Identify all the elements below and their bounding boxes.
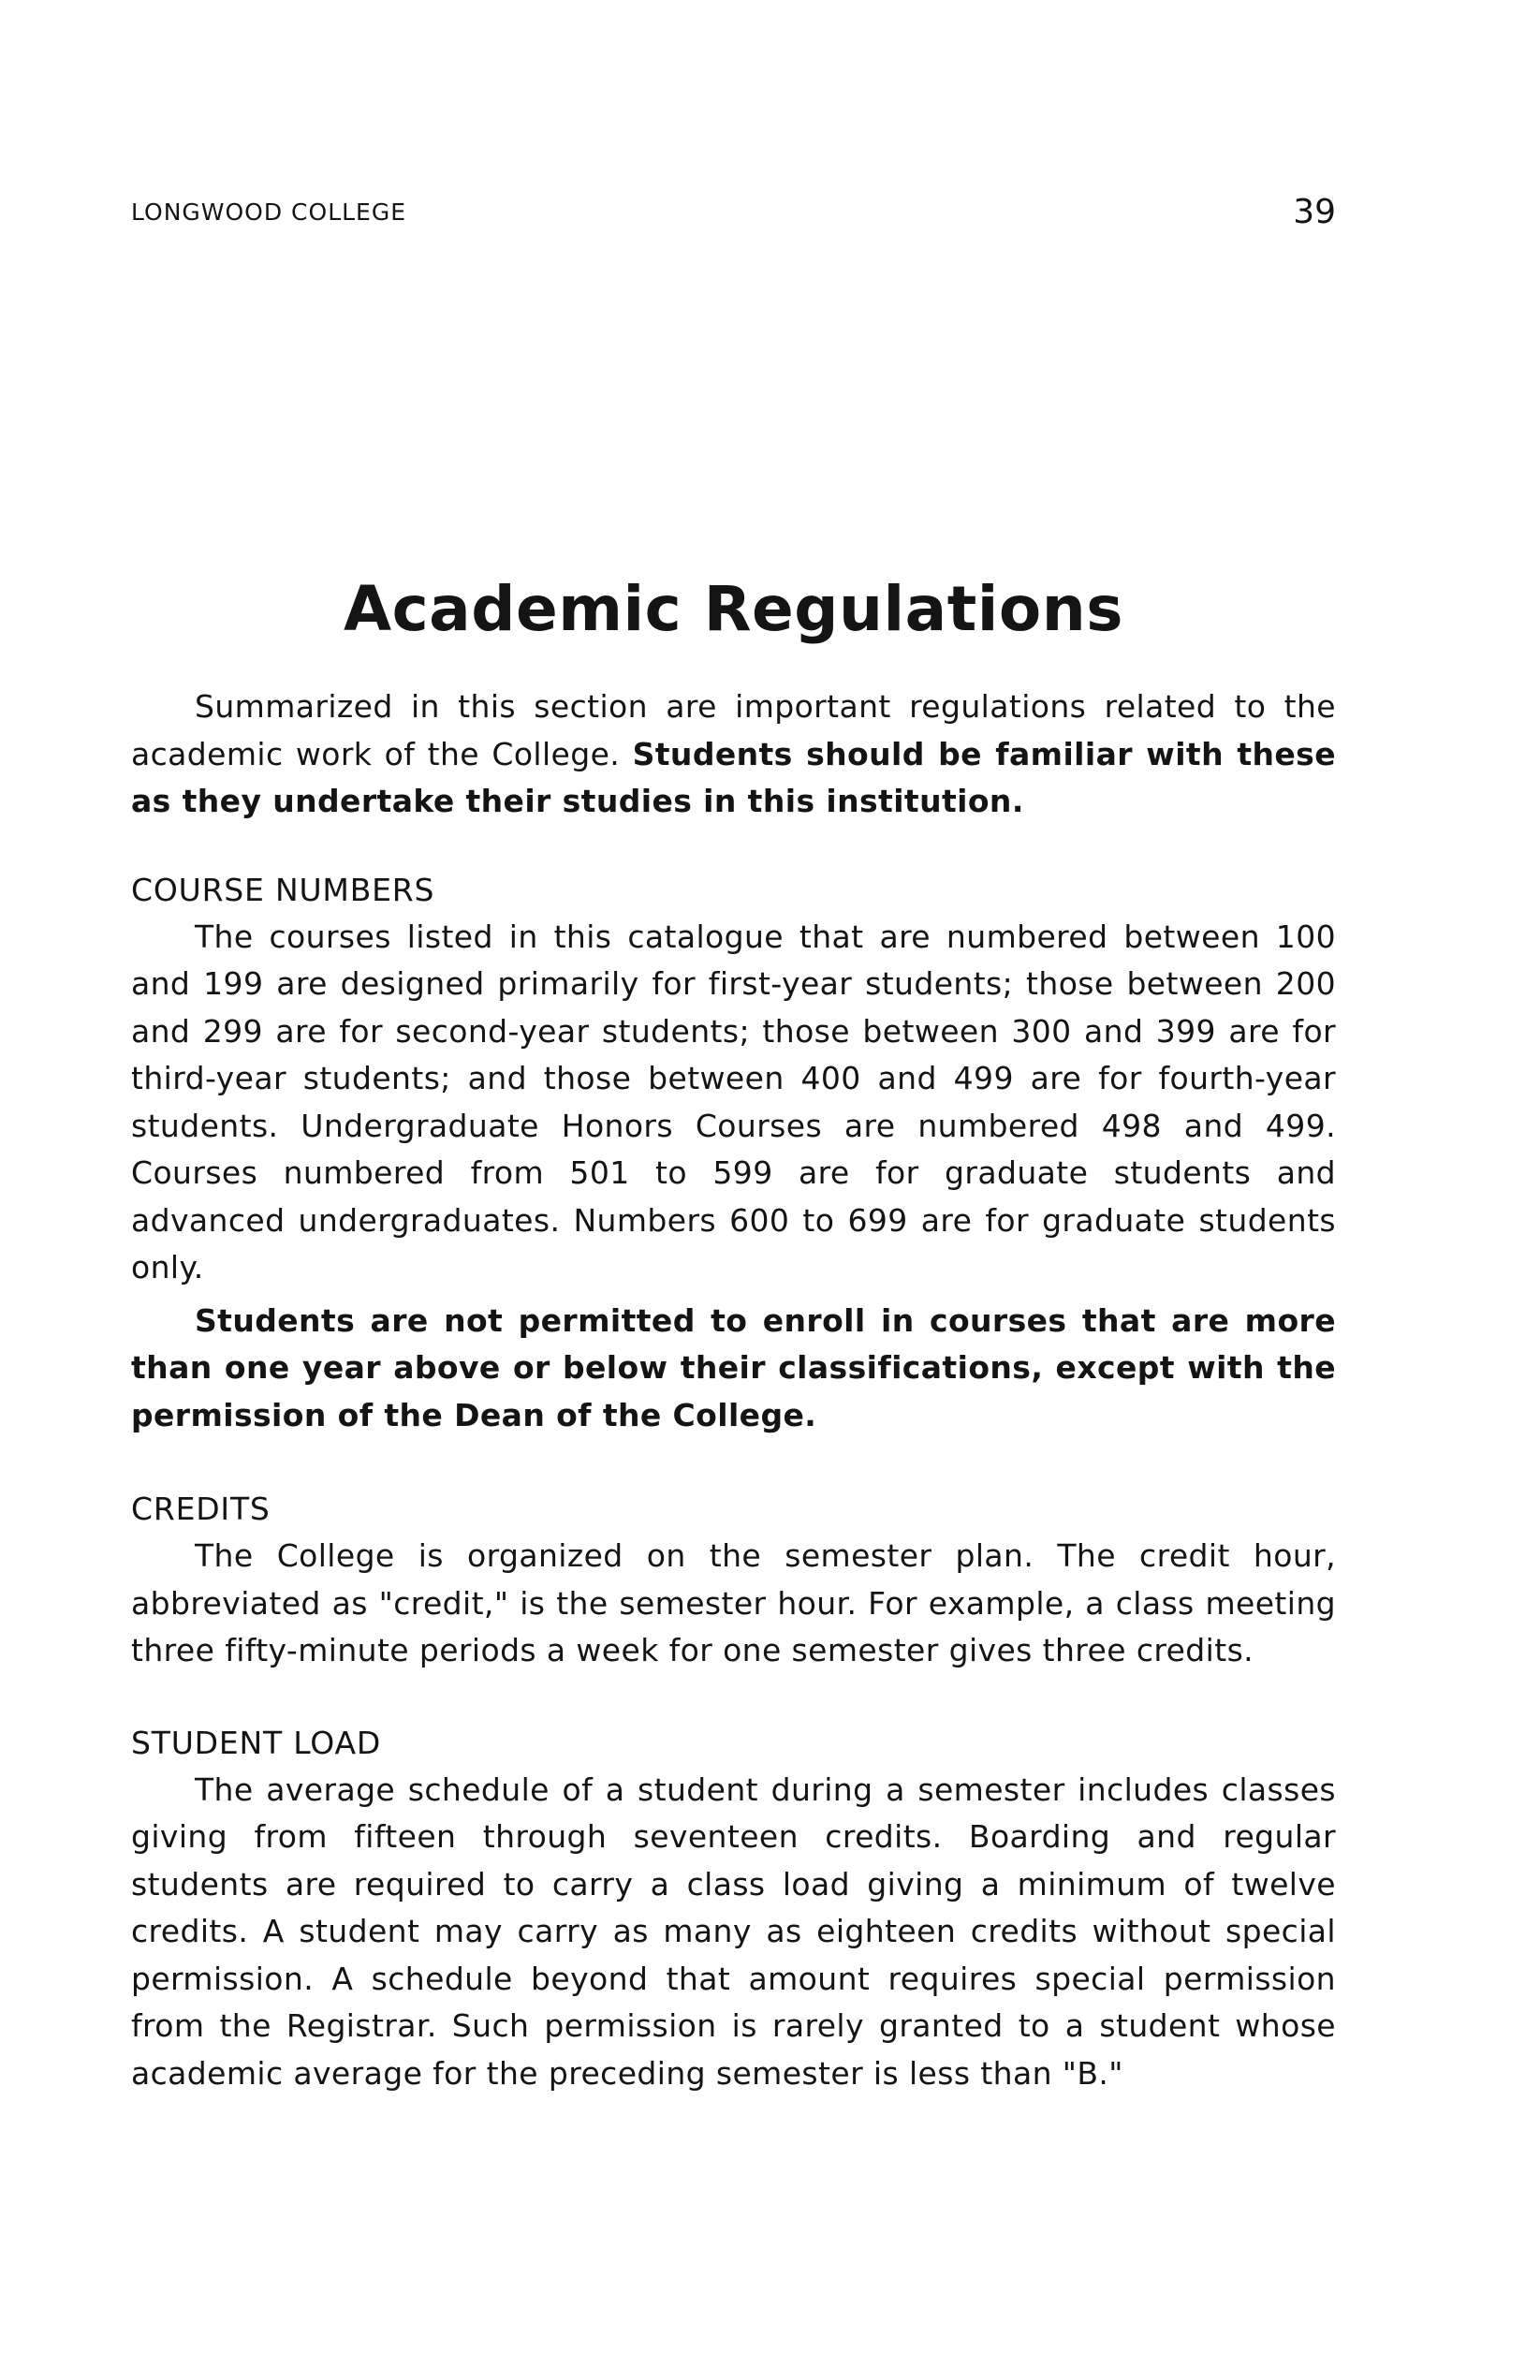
intro-text: Summarized in this section are important regulations related to the academic work of the College. <box>131 688 1336 772</box>
student-load-paragraph: The average schedule of a student during a semester includes classes giving from fifteen through seventeen credits. Boarding and regular students are required to carry a class load giving a minimum of twelve credits. A student may carry as many as eighteen credits without special permission. A schedule beyond that amount requires special permission from the Registrar. Such permission is rarely granted to a student whose academic average for the preceding semester is less than "B." <box>131 1770 1336 2092</box>
section-heading-student-load: STUDENT LOAD <box>131 1724 382 1761</box>
page-title: Academic Regulations <box>343 573 1123 645</box>
intro-emphasis: Students should be familiar with these as they undertake their studies in this institution. <box>131 735 1337 819</box>
credits-paragraph: The College is organized on the semester plan. The credit hour, abbreviated as "credit," is the semester hour. For example, a class meeting three fifty-minute periods a week for one semester gives three credits. <box>131 1537 1336 1668</box>
running-head: LONGWOOD COLLEGE <box>131 198 407 226</box>
intro-paragraph <box>131 683 1336 826</box>
page-number: 39 <box>1293 193 1336 231</box>
section-heading-credits: CREDITS <box>131 1491 271 1527</box>
section-heading-course-numbers: COURSE NUMBERS <box>131 871 435 908</box>
course-numbers-paragraph: The courses listed in this catalogue that are numbered between 100 and 199 are designed primarily for first-year students; those between 200 and 299 are for second-year students; those between 300 and 399 are for third-year students; and those between 400 and 499 are for fourth-year students. Undergraduate Honors Courses are numbered 498 and 499. Courses numbered from 501 to 599 are for graduate students and advanced undergraduates. Numbers 600 to 699 are for graduate students only. <box>131 918 1336 1285</box>
course-numbers-rule: Students are not permitted to enroll in courses that are more than one year above or below their classifications, except with the permission of the Dean of the College. <box>131 1301 1336 1433</box>
page-body <box>131 683 1336 2097</box>
